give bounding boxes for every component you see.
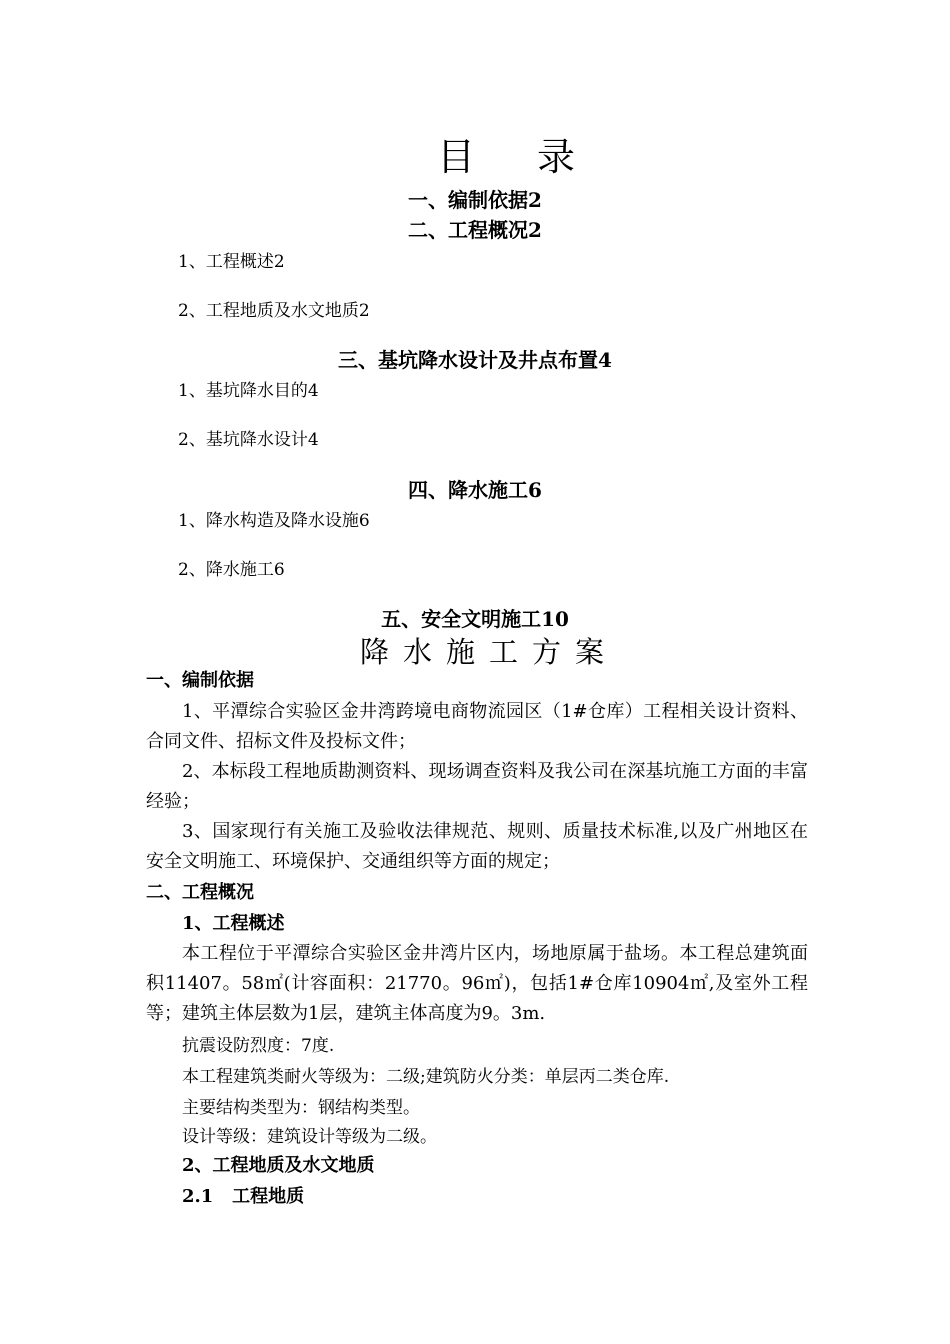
toc-subitem[interactable]: 2、基坑降水设计4 [178, 430, 319, 450]
toc-subitem[interactable]: 2、降水施工6 [178, 560, 285, 580]
paragraph: 2、本标段工程地质勘测资料、现场调查资料及我公司在深基坑施工方面的丰富经验； [146, 761, 808, 812]
toc-title: 目录 [436, 135, 637, 179]
text-line: 设计等级：建筑设计等级为二级。 [182, 1127, 437, 1147]
subsection-heading: 2、工程地质及水文地质 [182, 1155, 375, 1176]
section-heading: 二、工程概况 [146, 882, 254, 903]
toc-subitem[interactable]: 2、工程地质及水文地质2 [178, 301, 370, 321]
toc-subitem[interactable]: 1、降水构造及降水设施6 [178, 511, 370, 531]
toc-item[interactable]: 三、基坑降水设计及井点布置4 [338, 348, 612, 372]
toc-item[interactable]: 五、安全文明施工10 [381, 607, 569, 631]
document-title: 降水施工方案 [359, 635, 618, 669]
toc-item[interactable]: 二、工程概况2 [408, 218, 542, 242]
subsection-heading: 1、工程概述 [182, 913, 285, 934]
paragraph: 1、平潭综合实验区金井湾跨境电商物流园区（1#仓库）工程相关设计资料、合同文件、招标文件及投标文件； [146, 701, 808, 752]
text-line: 抗震设防烈度：7度. [182, 1036, 335, 1056]
toc-subitem[interactable]: 1、工程概述2 [178, 252, 285, 272]
toc-item[interactable]: 一、编制依据2 [408, 188, 542, 212]
text-line: 主要结构类型为：钢结构类型。 [182, 1098, 420, 1118]
toc-subitem[interactable]: 1、基坑降水目的4 [178, 381, 319, 401]
section-heading: 一、编制依据 [146, 670, 254, 691]
toc-item[interactable]: 四、降水施工6 [408, 478, 542, 502]
subsection-heading: 2.1 工程地质 [182, 1186, 305, 1207]
paragraph: 本工程位于平潭综合实验区金井湾片区内，场地原属于盐场。本工程总建筑面积11407。58㎡(计容面积：21770。96㎡)，包括1#仓库10904㎡,及室外工程等；建筑主体层数为1层，建筑主体高度为9。3m. [146, 943, 808, 1024]
text-line: 本工程建筑类耐火等级为：二级;建筑防火分类：单层丙二类仓库. [182, 1067, 670, 1087]
paragraph: 3、国家现行有关施工及验收法律规范、规则、质量技术标准,以及广州地区在安全文明施工、环境保护、交通组织等方面的规定； [146, 821, 808, 872]
